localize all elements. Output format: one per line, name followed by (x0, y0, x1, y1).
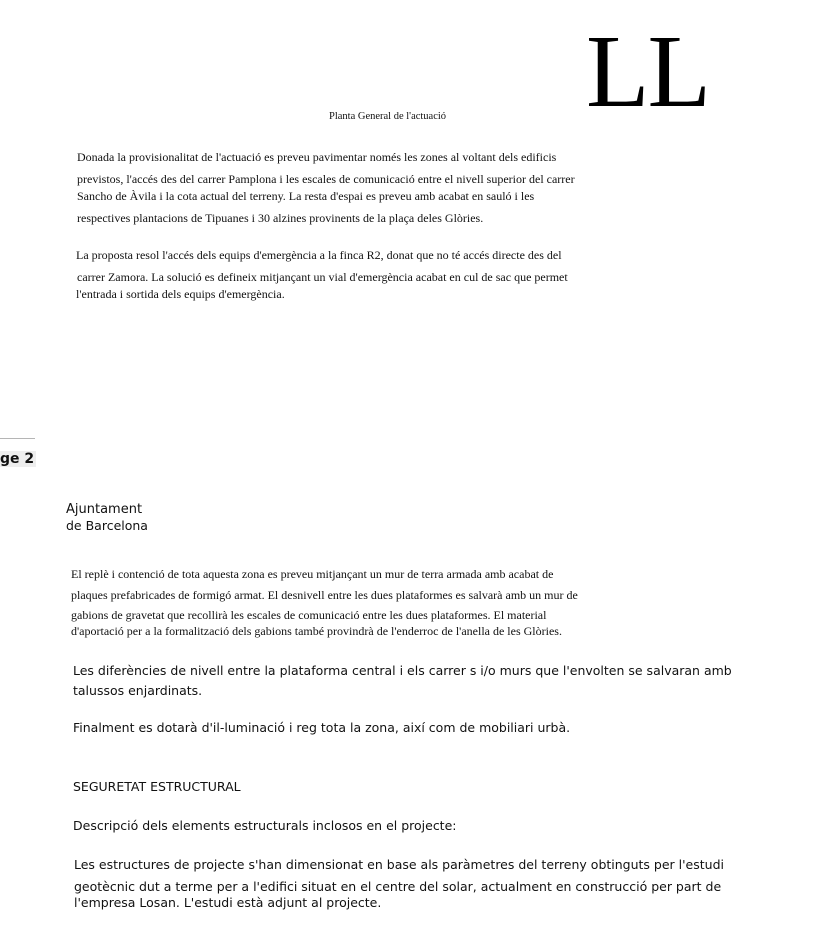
figure-caption: Planta General de l'actuació (329, 111, 447, 122)
paragraph-line: geotècnic dut a terme per a l'edifici situat en el centre del solar, actualment en construcció per part de (74, 879, 722, 894)
paragraph-line: Finalment es dotarà d'il-luminació i reg tota la zona, així com de mobiliari urbà. (73, 720, 571, 735)
paragraph-line: plaques prefabricades de formigó armat. El desnivell entre les dues plataformes es salvarà amb un mur de (71, 588, 578, 602)
paragraph-line: gabions de gravetat que recollirà les escales de comunicació entre les dues plataformes. El material (71, 608, 547, 622)
logo: LL (586, 14, 710, 129)
paragraph-line: carrer Zamora. La solució es defineix mitjançant un vial d'emergència acabat en cul de sac que permet (77, 270, 568, 284)
paragraph-line: respectives plantacions de Tipuanes i 30 alzines provinents de la plaça deles Glòries. (77, 211, 484, 225)
paragraph-line: Sancho de Àvila i la cota actual del terreny. La resta d'espai es preveu amb acabat en sauló i les (77, 189, 535, 203)
paragraph-line: La proposta resol l'accés dels equips d'emergència a la finca R2, donat que no té accés directe des del (76, 248, 562, 262)
section-intro: Descripció dels elements estructurals inclosos en el projecte: (73, 818, 457, 833)
page-number: ge 2 (0, 451, 35, 467)
organization-subname: de Barcelona (66, 518, 148, 533)
paragraph-line: previstos, l'accés des del carrer Pamplona i les escales de comunicació entre el nivell superior del carrer (77, 172, 575, 186)
paragraph-line: d'aportació per a la formalització dels gabions també provindrà de l'enderroc de l'anella de les Glòries. (71, 624, 562, 638)
paragraph-line: l'entrada i sortida dels equips d'emergència. (76, 287, 285, 301)
paragraph-line: Donada la provisionalitat de l'actuació es preveu pavimentar només les zones al voltant dels edificis (77, 150, 557, 164)
section-heading: SEGURETAT ESTRUCTURAL (73, 779, 241, 794)
paragraph-line: El replè i contenció de tota aquesta zona es preveu mitjançant un mur de terra armada amb acabat de (71, 567, 554, 581)
paragraph-line: talussos enjardinats. (73, 683, 203, 698)
paragraph-line: Les estructures de projecte s'han dimensionat en base als paràmetres del terreny obtinguts per l'estudi (74, 857, 724, 872)
paragraph-line: Les diferències de nivell entre la plataforma central i els carrer s i/o murs que l'envolten se salvaran amb (73, 663, 732, 678)
page-divider (0, 438, 35, 439)
organization-name: Ajuntament (66, 502, 143, 517)
paragraph-line: l'empresa Losan. L'estudi està adjunt al projecte. (74, 895, 382, 910)
